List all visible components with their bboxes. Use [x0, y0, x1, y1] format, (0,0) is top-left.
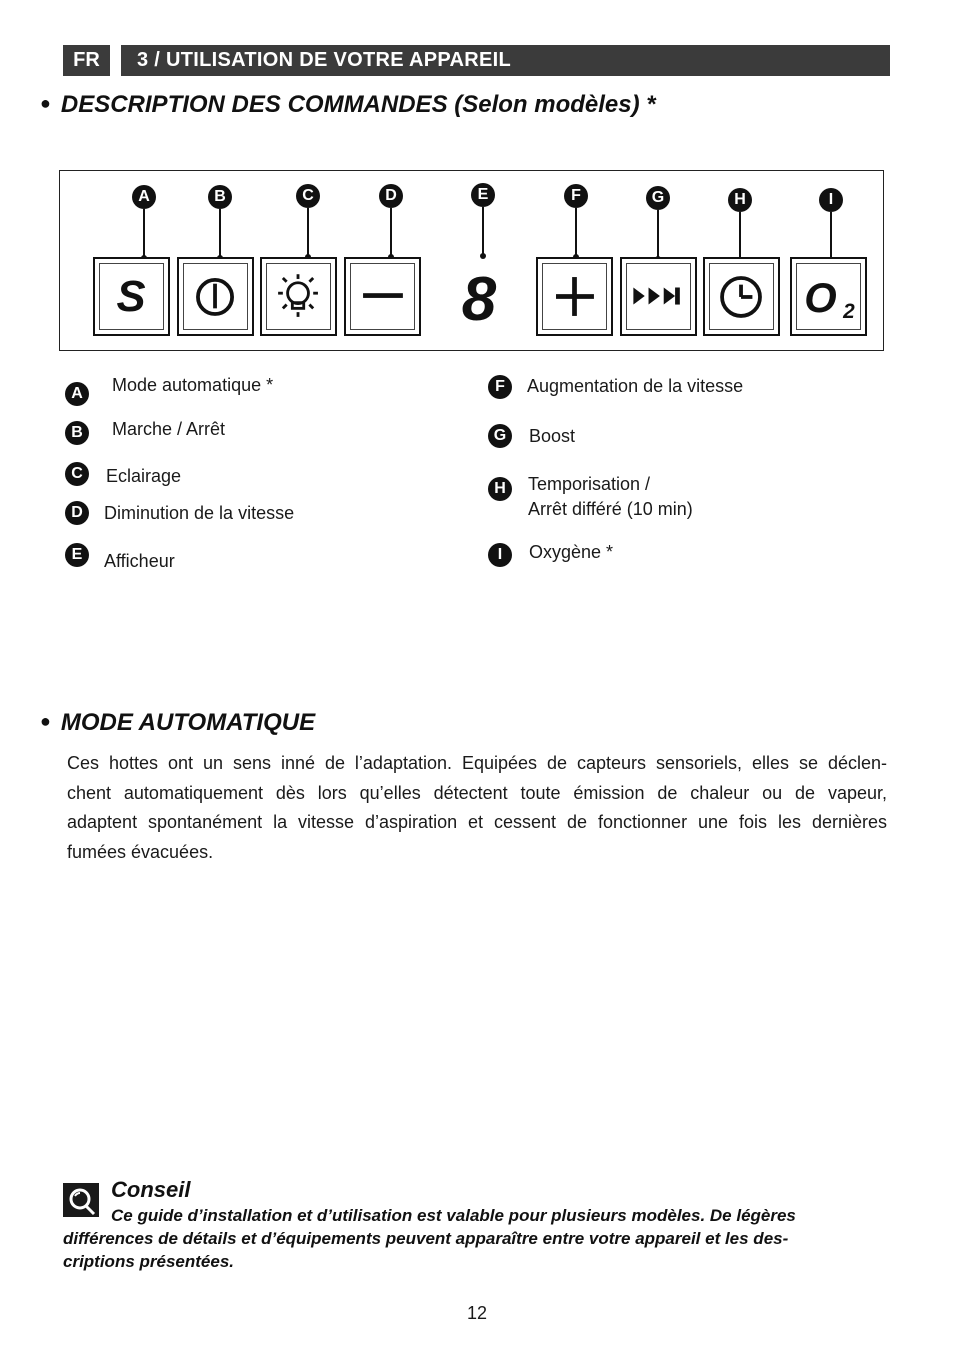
legend-letter: G — [488, 424, 512, 448]
bullet-icon: ● — [40, 711, 51, 731]
legend-letter: B — [65, 421, 89, 445]
decrease-speed-button[interactable] — [344, 257, 421, 336]
legend-label: Afficheur — [104, 551, 175, 571]
legend-label: Marche / Arrêt — [112, 419, 226, 439]
legend-letter: D — [65, 501, 89, 525]
legend-letter: H — [488, 477, 512, 501]
power-icon — [179, 259, 252, 334]
marker-letter: C — [296, 184, 320, 208]
tip-text — [63, 1204, 873, 1273]
marker-stem — [143, 209, 145, 257]
legend-label: Eclairage — [106, 466, 182, 486]
seven-segment-display-icon — [445, 257, 515, 336]
boost-button[interactable] — [620, 257, 697, 336]
paragraph-line: adaptent spontanément la vitesse d’aspiration et cessent de fonctionner une fois les dernières — [67, 812, 887, 833]
legend-label: Diminution de la vitesse — [104, 503, 295, 523]
marker-letter: G — [646, 186, 670, 210]
tip-title: Conseil — [111, 1177, 191, 1202]
marker-stem — [390, 208, 392, 256]
legend-letter: E — [65, 543, 89, 567]
clock-icon — [705, 259, 778, 334]
power-button[interactable] — [177, 257, 254, 336]
tip-line: différences de détails et d’équipements peuvent apparaître entre votre appareil et les des- — [63, 1229, 789, 1248]
marker-stem — [219, 209, 221, 257]
auto-mode-title-text: MODE AUTOMATIQUE — [60, 709, 316, 736]
legend-letter: F — [488, 375, 512, 399]
legend-label: Oxygène * — [529, 542, 614, 562]
commands-section-title — [40, 91, 656, 119]
control-panel-diagram — [59, 170, 884, 351]
marker-letter: D — [379, 184, 403, 208]
paragraph-line: chent automatiquement dès lors qu’elles détectent toute émission de chaleur ou de vapeur, — [67, 782, 887, 803]
speed-display — [445, 257, 515, 336]
paragraph-line: fumées évacuées. — [67, 842, 214, 863]
bullet-icon: ● — [40, 93, 51, 113]
marker-stem — [739, 212, 741, 260]
minus-icon — [346, 259, 419, 334]
auto-mode-button[interactable] — [93, 257, 170, 336]
legend-letter: C — [65, 462, 89, 486]
marker-letter: E — [471, 183, 495, 207]
legend-letter: I — [488, 543, 512, 567]
legend-label-line-2: Arrêt différé (10 min) — [528, 499, 693, 519]
legend-label: Mode automatique * — [112, 375, 274, 395]
legend-label: Augmentation de la vitesse — [527, 376, 744, 396]
section-header: 3 / UTILISATION DE VOTRE APPAREIL — [121, 45, 890, 76]
increase-speed-button[interactable] — [536, 257, 613, 336]
paragraph-line: Ces hottes ont un sens inné de l’adaptation. Equipées de capteurs sensoriels, elles se déclen- — [67, 753, 887, 773]
marker-letter: H — [728, 188, 752, 212]
oxygen-button[interactable] — [790, 257, 867, 336]
marker-letter: F — [564, 184, 588, 208]
marker-letter: I — [819, 188, 843, 212]
svg-text:S: S — [116, 273, 146, 322]
legend-letter: A — [65, 382, 89, 406]
marker-letter: A — [132, 185, 156, 209]
marker-stem — [830, 212, 832, 260]
marker-stem — [307, 208, 309, 256]
legend-label: Temporisation / — [528, 474, 651, 494]
auto-mode-paragraph — [67, 749, 887, 868]
svg-text:2: 2 — [843, 299, 855, 323]
s-icon — [95, 259, 168, 334]
page-number: 12 — [466, 1303, 488, 1323]
marker-stem — [575, 208, 577, 256]
light-button[interactable] — [260, 257, 337, 336]
marker-stem — [657, 210, 659, 258]
plus-icon — [538, 259, 611, 334]
marker-letter: B — [208, 185, 232, 209]
tip-line: Ce guide d’installation et d’utilisation est valable pour plusieurs modèles. De légères — [111, 1206, 796, 1225]
light-bulb-icon — [262, 259, 335, 334]
o2-icon — [792, 259, 865, 334]
marker-stem — [482, 207, 484, 255]
auto-mode-section-title — [40, 709, 315, 737]
language-badge: FR — [63, 45, 110, 76]
svg-text:O: O — [804, 274, 837, 322]
legend-label: Boost — [529, 426, 576, 446]
timer-button[interactable] — [703, 257, 780, 336]
commands-title-text: DESCRIPTION DES COMMANDES (Selon modèles) * — [60, 91, 656, 118]
tip-line: criptions présentées. — [63, 1252, 235, 1271]
svg-text:8: 8 — [461, 265, 497, 334]
boost-arrows-icon — [622, 259, 695, 334]
